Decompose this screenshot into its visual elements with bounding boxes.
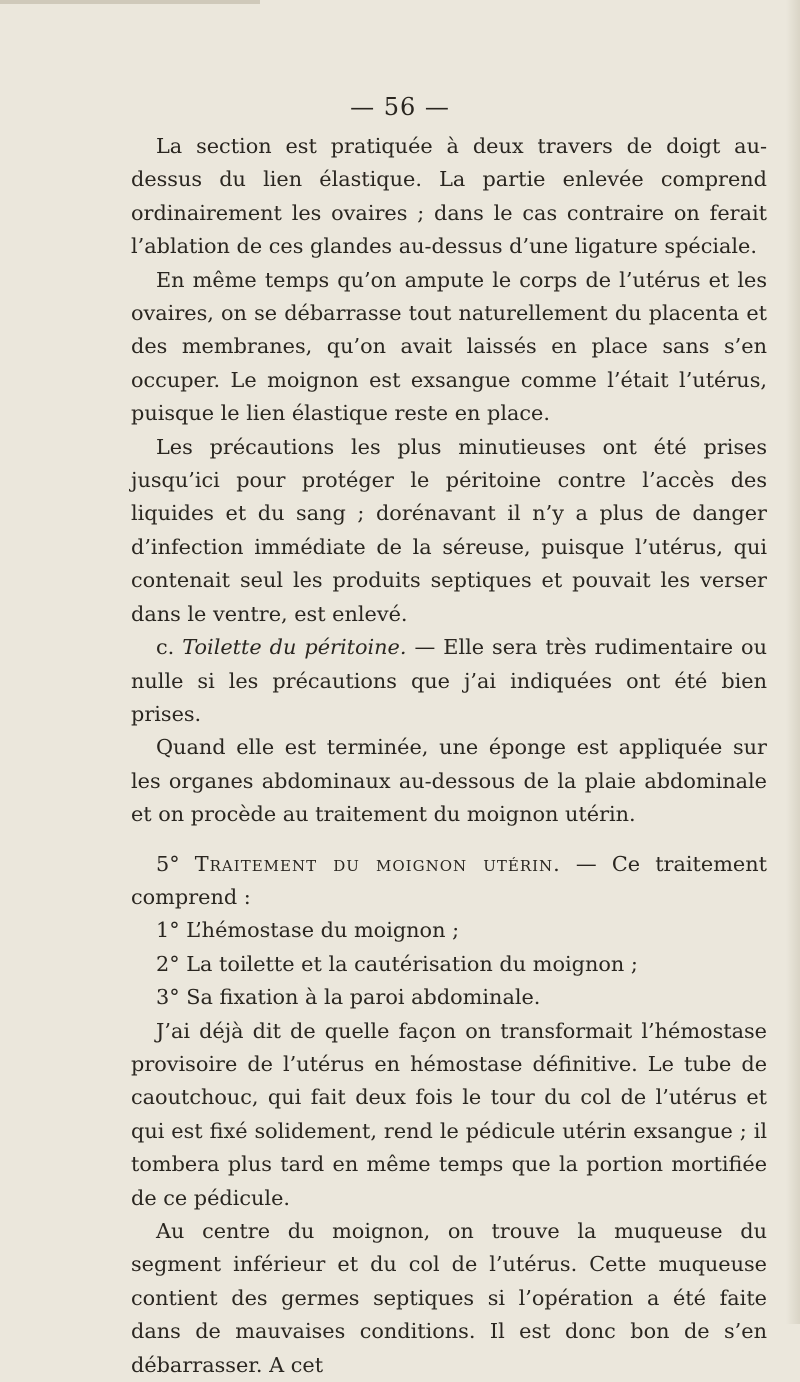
paragraph xyxy=(131,431,767,631)
paragraph xyxy=(131,130,767,264)
paragraph-text: En même temps qu’on ampute le corps de l’utérus et les ovaires, on se débarrasse tout naturellement du placenta et des membranes, qu’on avait laissés en place sans s’en occuper. Le moignon est exsangue comme l’était l’utérus, puisque le lien élastique reste en place. xyxy=(131,267,767,426)
list-item-text: 1° L’hémostase du moignon ; xyxy=(156,918,460,943)
paragraph xyxy=(131,1215,767,1382)
page-edge-top xyxy=(0,0,260,4)
paragraph-text: — Ce traitement comprend : xyxy=(131,851,767,909)
paragraph-text: Au centre du moignon, on trouve la muqueuse du segment inférieur et du col de l’utérus. Cette muqueuse contient des germes septiques si l’opération a été faite dans de mauvaises conditions. Il est donc bon de s’en débarrasser. A cet xyxy=(131,1219,767,1377)
section-letter: c. xyxy=(156,635,183,660)
paragraph-text: Les précautions les plus minutieuses ont été prises jusqu’ici pour protéger le péritoine contre l’accès des liquides et du sang ; dorénavant il n’y a plus de danger d’infection immédiate de la séreuse, puisque l’utérus, qui contenait seul les produits septiques et pouvait les verser dans le ventre, est enlevé. xyxy=(131,434,767,626)
section-number: 5° xyxy=(156,851,195,876)
paragraph xyxy=(131,731,767,831)
paragraph-text: J’ai déjà dit de quelle façon on transformait l’hémostase provisoire de l’utérus en hémostase définitive. Le tube de caoutchouc, qui fait deux fois le tour du col de l’utérus et qui est fixé solidement, rend le pédicule utérin exsangue ; il tombera plus tard en même temps que la portion mortifiée de ce pédicule. xyxy=(131,1018,767,1210)
body-text xyxy=(131,130,767,1382)
page-edge-right xyxy=(786,0,800,1324)
paragraph-text: La section est pratiquée à deux travers de doigt au-dessus du lien élastique. La partie enlevée comprend ordinairement les ovaires ; dans le cas contraire on ferait l’ablation de ces glandes au-dessus d’une ligature spéciale. xyxy=(131,134,767,259)
list-item-text: 3° Sa fixation à la paroi abdominale. xyxy=(156,985,541,1010)
section-heading-smallcaps: Traitement du moignon utérin. xyxy=(194,851,561,876)
paragraph xyxy=(131,264,767,431)
section-heading-italic: Toilette du péritoine. xyxy=(182,635,407,660)
list-item xyxy=(131,981,767,1014)
paragraph xyxy=(131,1015,767,1215)
list-item xyxy=(131,914,767,947)
paragraph xyxy=(131,631,767,731)
list-item-text: 2° La toilette et la cautérisation du moignon ; xyxy=(156,951,638,976)
page-number: — 56 — xyxy=(350,93,450,121)
list-item xyxy=(131,948,767,981)
paragraph-text: Quand elle est terminée, une éponge est appliquée sur les organes abdominaux au-dessous de la plaie abdominale et on procède au traitement du moignon utérin. xyxy=(131,735,767,827)
paragraph-text: — Elle sera très rudimentaire ou nulle si les précautions que j’ai indiquées ont été bien prises. xyxy=(131,635,767,726)
paragraph xyxy=(131,848,767,915)
